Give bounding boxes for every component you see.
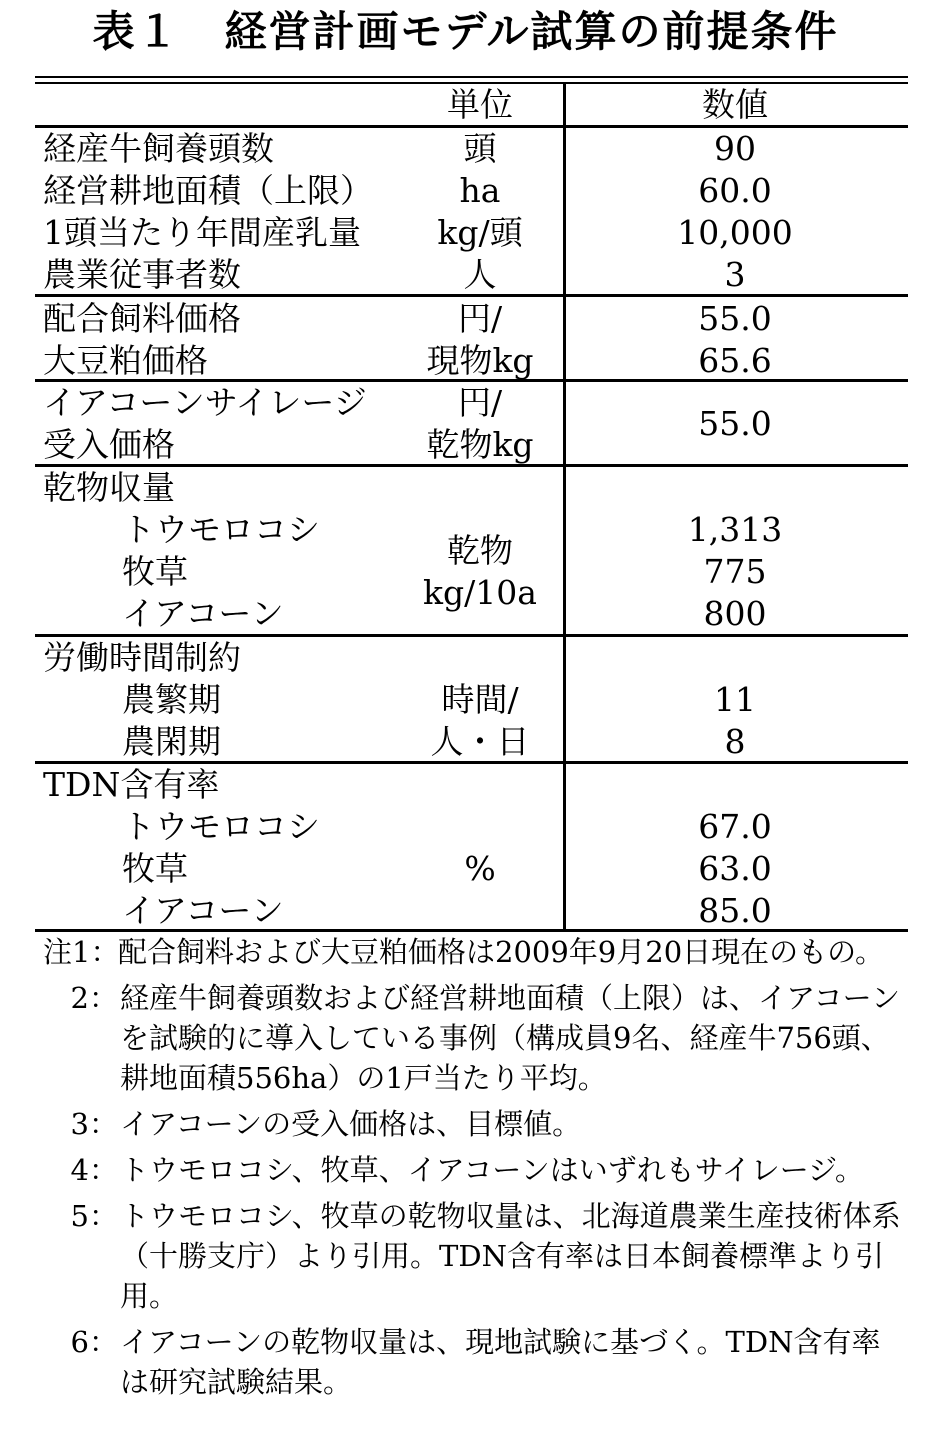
table-top-rule: [35, 76, 908, 84]
section-rule: [35, 294, 908, 297]
row-unit: 乾物kg: [426, 425, 534, 464]
group-label: TDN含有率: [43, 765, 220, 804]
row-label: トウモロコシ: [122, 807, 320, 846]
row-value: 800: [703, 594, 767, 633]
row-unit: 円/: [457, 299, 503, 338]
row-unit: ha: [459, 171, 501, 210]
row-value: 1,313: [687, 510, 783, 549]
table-title: 表１ 経営計画モデル試算の前提条件: [92, 7, 839, 56]
note-text: イアコーンの受入価格は、目標値。: [120, 1107, 582, 1141]
note-number: 5：: [70, 1199, 118, 1233]
row-value: 55.0: [698, 299, 772, 338]
row-label: イアコーンサイレージ: [43, 383, 367, 422]
note-item: [43, 1322, 903, 1402]
row-unit: %: [464, 849, 496, 888]
row-value: 90: [714, 129, 756, 168]
row-label: トウモロコシ: [122, 510, 320, 549]
row-value: 60.0: [698, 171, 772, 210]
row-value: 11: [714, 680, 756, 719]
row-label: 牧草: [122, 552, 188, 591]
row-label: イアコーン: [122, 891, 284, 930]
notes: [43, 932, 903, 1408]
note-text: トウモロコシ、牧草の乾物収量は、北海道農業生産技術体系（十勝支庁）より引用。TDN含有率は日本飼養標準より引用。: [120, 1199, 901, 1313]
row-value: 55.0: [698, 404, 772, 443]
row-unit: 頭: [463, 129, 497, 168]
note-text: イアコーンの乾物収量は、現地試験に基づく。TDN含有率は研究試験結果。: [120, 1325, 881, 1399]
row-label: 農繁期: [122, 680, 221, 719]
row-unit: 現物kg: [426, 341, 534, 380]
row-label: 1頭当たり年間産乳量: [43, 213, 361, 252]
note-item: [43, 932, 903, 972]
note-item: [43, 1150, 903, 1190]
row-value: 67.0: [698, 807, 772, 846]
note-number: 注1：: [43, 935, 120, 969]
row-unit: 乾物: [447, 531, 513, 570]
row-unit: 円/: [457, 383, 503, 422]
header-unit: 単位: [447, 85, 513, 124]
note-text: 配合飼料および大豆粕価格は2009年9月20日現在のもの。: [118, 935, 884, 969]
row-label: 受入価格: [43, 425, 175, 464]
row-unit: 時間/: [441, 680, 519, 719]
row-unit: 人・日: [430, 722, 530, 761]
row-label: 農閑期: [122, 722, 221, 761]
note-item: [43, 1196, 903, 1316]
header-value: 数値: [702, 85, 768, 124]
note-number: 4：: [70, 1153, 118, 1187]
row-label: 大豆粕価格: [43, 341, 208, 380]
note-number: 3：: [70, 1107, 118, 1141]
column-divider: [563, 84, 566, 929]
note-number: 2：: [70, 981, 118, 1015]
row-unit: kg/10a: [423, 573, 537, 612]
row-label: 経産牛飼養頭数: [43, 129, 274, 168]
group-label: 労働時間制約: [43, 638, 241, 677]
row-unit: 人: [463, 255, 497, 294]
row-label: 農業従事者数: [43, 255, 241, 294]
row-unit: kg/頭: [437, 213, 523, 252]
row-value: 85.0: [698, 891, 772, 930]
row-value: 65.6: [698, 341, 772, 380]
row-label: イアコーン: [122, 594, 284, 633]
row-label: 牧草: [122, 849, 188, 888]
row-value: 63.0: [698, 849, 772, 888]
row-value: 3: [724, 255, 746, 294]
row-label: 経営耕地面積（上限）: [43, 171, 373, 210]
row-value: 8: [724, 722, 746, 761]
note-text: トウモロコシ、牧草、イアコーンはいずれもサイレージ。: [120, 1153, 864, 1187]
note-item: [43, 1104, 903, 1144]
note-item: [43, 978, 903, 1098]
row-value: 10,000: [677, 213, 793, 252]
row-value: 775: [703, 552, 767, 591]
note-number: 6：: [70, 1325, 118, 1359]
row-label: 配合飼料価格: [43, 299, 241, 338]
group-label: 乾物収量: [43, 468, 175, 507]
note-text: 経産牛飼養頭数および経営耕地面積（上限）は、イアコーンを試験的に導入している事例（構成員9名、経産牛756頭、耕地面積556ha）の1戸当たり平均。: [120, 981, 901, 1095]
